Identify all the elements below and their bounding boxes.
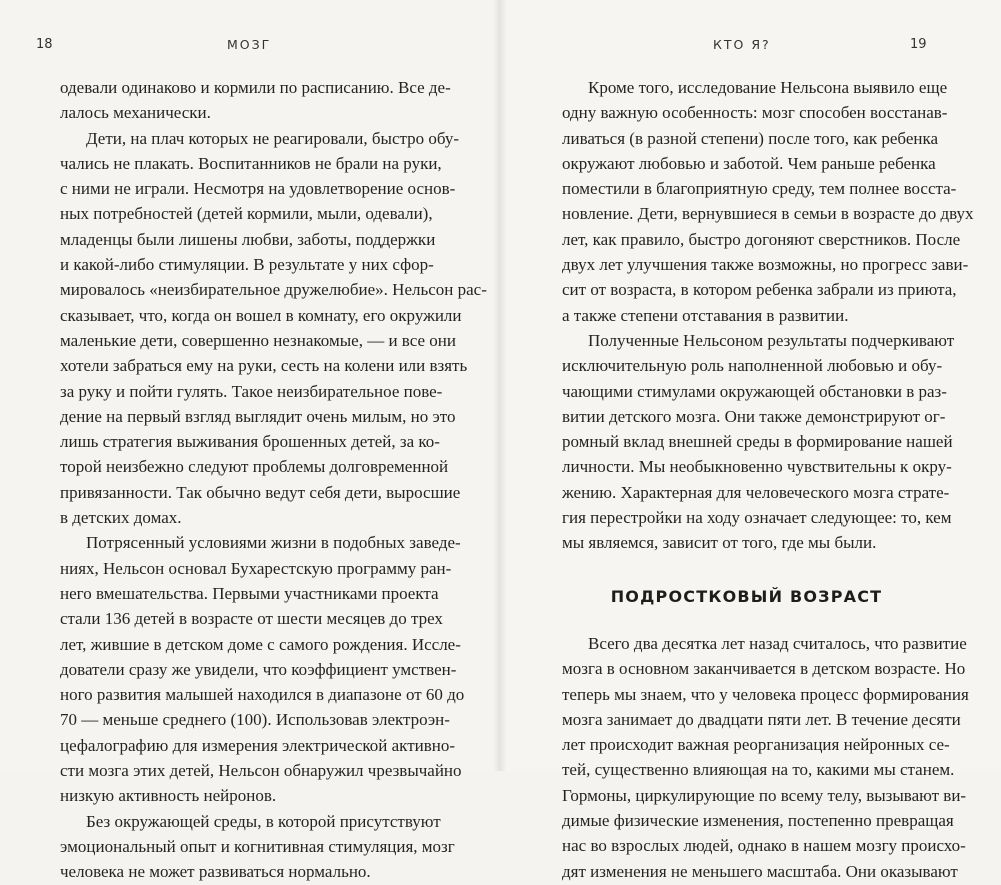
text-line: мы являемся, зависит от того, где мы были. <box>562 533 877 553</box>
text-line: Без окружающей среды, в которой присутствуют <box>86 811 441 831</box>
text-line: окружают любовью и заботой. Чем раньше ребенка <box>562 153 936 173</box>
text-line: за руку и пойти гулять. Такое неизбирательное пове- <box>60 381 443 401</box>
text-line: ливаться (в разной степени) после того, как ребенка <box>562 128 939 148</box>
paragraph <box>562 631 969 884</box>
paragraph <box>562 328 955 556</box>
text-line: хотели забраться ему на руки, сесть на колени или взять <box>60 356 468 376</box>
text-line: мировалось «неизбирательное дружелюбие». Нельсон рас- <box>60 280 487 300</box>
right-text-before-heading <box>562 75 974 556</box>
text-line: исключительную роль наполненной любовью и обу- <box>562 356 943 376</box>
text-line: Полученные Нельсоном результаты подчеркивают <box>588 330 955 350</box>
text-line: маленькие дети, совершенно незнакомые, — и все они <box>60 330 456 350</box>
right-body-text <box>562 75 974 884</box>
page-number-left: 18 <box>36 37 53 52</box>
paragraph <box>562 75 974 328</box>
text-line: лет, жившие в детском доме с самого рождения. Иссле- <box>60 634 461 654</box>
text-line: ниях, Нельсон основал Бухарестскую программу ран- <box>60 558 452 578</box>
left-body-text <box>60 75 487 885</box>
text-line: 70 — меньше среднего (100). Использовав электроэн- <box>60 710 450 730</box>
text-line: человека не может развиваться нормально. <box>60 862 371 882</box>
running-head-right: КТО Я? <box>713 37 771 52</box>
text-line: стали 136 детей в возрасте от шести месяцев до трех <box>60 609 443 629</box>
text-line: ного развития малышей находился в диапазоне от 60 до <box>60 685 465 705</box>
text-line: ных потребностей (детей кормили, мыли, одевали), <box>60 204 433 224</box>
text-line: мозга в основном заканчивается в детском возрасте. Но <box>562 659 966 679</box>
text-line: Гормоны, циркулирующие по всему телу, вызывают ви- <box>562 785 967 805</box>
text-line: лишь стратегия выживания брошенных детей, за ко- <box>60 432 440 452</box>
text-line: Всего два десятка лет назад считалось, что развитие <box>588 633 967 653</box>
text-line: а также степени отставания в развитии. <box>562 305 849 325</box>
text-line: лет, как правило, быстро догоняют сверстников. После <box>562 229 961 249</box>
paragraph <box>60 530 465 808</box>
text-line: торой неизбежно следуют проблемы долговременной <box>60 457 449 477</box>
text-line: чались не плакать. Воспитанников не брали на руки, <box>60 153 442 173</box>
text-line: эмоциональный опыт и когнитивная стимуляция, мозг <box>60 836 455 856</box>
text-line: тей, существенно влияющая на то, какими мы станем. <box>562 760 955 780</box>
text-line: и какой-либо стимуляции. В результате у них сфор- <box>60 255 434 275</box>
text-line: нас во взрослых людей, однако в нашем мозгу происхо- <box>562 836 966 856</box>
text-line: Кроме того, исследование Нельсона выявило еще <box>588 78 948 97</box>
text-line: сказывает, что, когда он вошел в комнату, его окружили <box>60 305 462 325</box>
text-line: двух лет улучшения также возможны, но прогресс зави- <box>562 255 969 275</box>
text-line: дят изменения не меньшего масштаба. Они оказывают <box>562 861 958 881</box>
text-line: привязанности. Так обычно ведут себя дети, выросшие <box>60 482 461 502</box>
text-line: ромный вклад внешней среды в формирование нашей <box>562 432 953 452</box>
text-line: с ними не играли. Несмотря на удовлетворение основ- <box>60 179 456 199</box>
text-line: чающими стимулами окружающей обстановки в раз- <box>562 381 947 401</box>
text-line: него вмешательства. Первыми участниками проекта <box>60 583 439 603</box>
page-number-right: 19 <box>910 37 927 52</box>
text-line: витии детского мозга. Они также демонстрируют ог- <box>562 406 946 426</box>
right-page <box>500 0 1001 881</box>
running-head-left: МОЗГ <box>227 37 272 52</box>
text-line: поместили в благоприятную среду, тем полнее восста- <box>562 179 957 199</box>
text-line: теперь мы знаем, что у человека процесс формирования <box>562 684 969 704</box>
text-line: новление. Дети, вернувшиеся в семьи в возрасте до двух <box>562 204 974 224</box>
book-gutter-shadow <box>493 0 507 771</box>
text-line: лалось механически. <box>60 103 211 123</box>
paragraph <box>60 75 451 126</box>
text-line: мозга занимает до двадцати пяти лет. В течение десяти <box>562 709 961 729</box>
text-line: Потрясенный условиями жизни в подобных заведе- <box>86 533 461 553</box>
text-line: одну важную особенность: мозг способен восстанав- <box>562 103 948 123</box>
text-line: цефалографию для измерения электрической активно- <box>60 735 456 755</box>
text-line: в детских домах. <box>60 508 182 528</box>
text-line: одевали одинаково и кормили по расписанию. Все де- <box>60 78 451 97</box>
text-line: низкую активность нейронов. <box>60 786 277 806</box>
paragraph <box>60 809 455 885</box>
text-line: личности. Мы необыкновенно чувствительны к окру- <box>562 457 952 477</box>
text-line: сит от возраста, в котором ребенка забрали из приюта, <box>562 280 957 300</box>
text-line: дение на первый взгляд выглядит очень милым, но это <box>60 406 456 426</box>
left-page <box>0 0 500 882</box>
text-line: сти мозга этих детей, Нельсон обнаружил чрезвычайно <box>60 761 462 781</box>
text-line: димые физические изменения, постепенно превращая <box>562 811 954 831</box>
right-text-after-heading <box>562 631 969 884</box>
text-line: жению. Характерная для человеческого мозга страте- <box>562 482 950 502</box>
text-line: гия перестройки на ходу означает следующее: то, кем <box>562 508 952 528</box>
text-line: дователи сразу же увидели, что коэффициент умствен- <box>60 659 457 679</box>
text-line: Дети, на плач которых не реагировали, быстро обу- <box>86 128 460 148</box>
paragraph <box>60 126 487 531</box>
text-line: младенцы были лишены любви, заботы, поддержки <box>60 229 436 249</box>
section-heading: ПОДРОСТКОВЫЙ ВОЗРАСТ <box>610 586 883 606</box>
text-line: лет происходит важная реорганизация нейронных се- <box>562 735 950 755</box>
